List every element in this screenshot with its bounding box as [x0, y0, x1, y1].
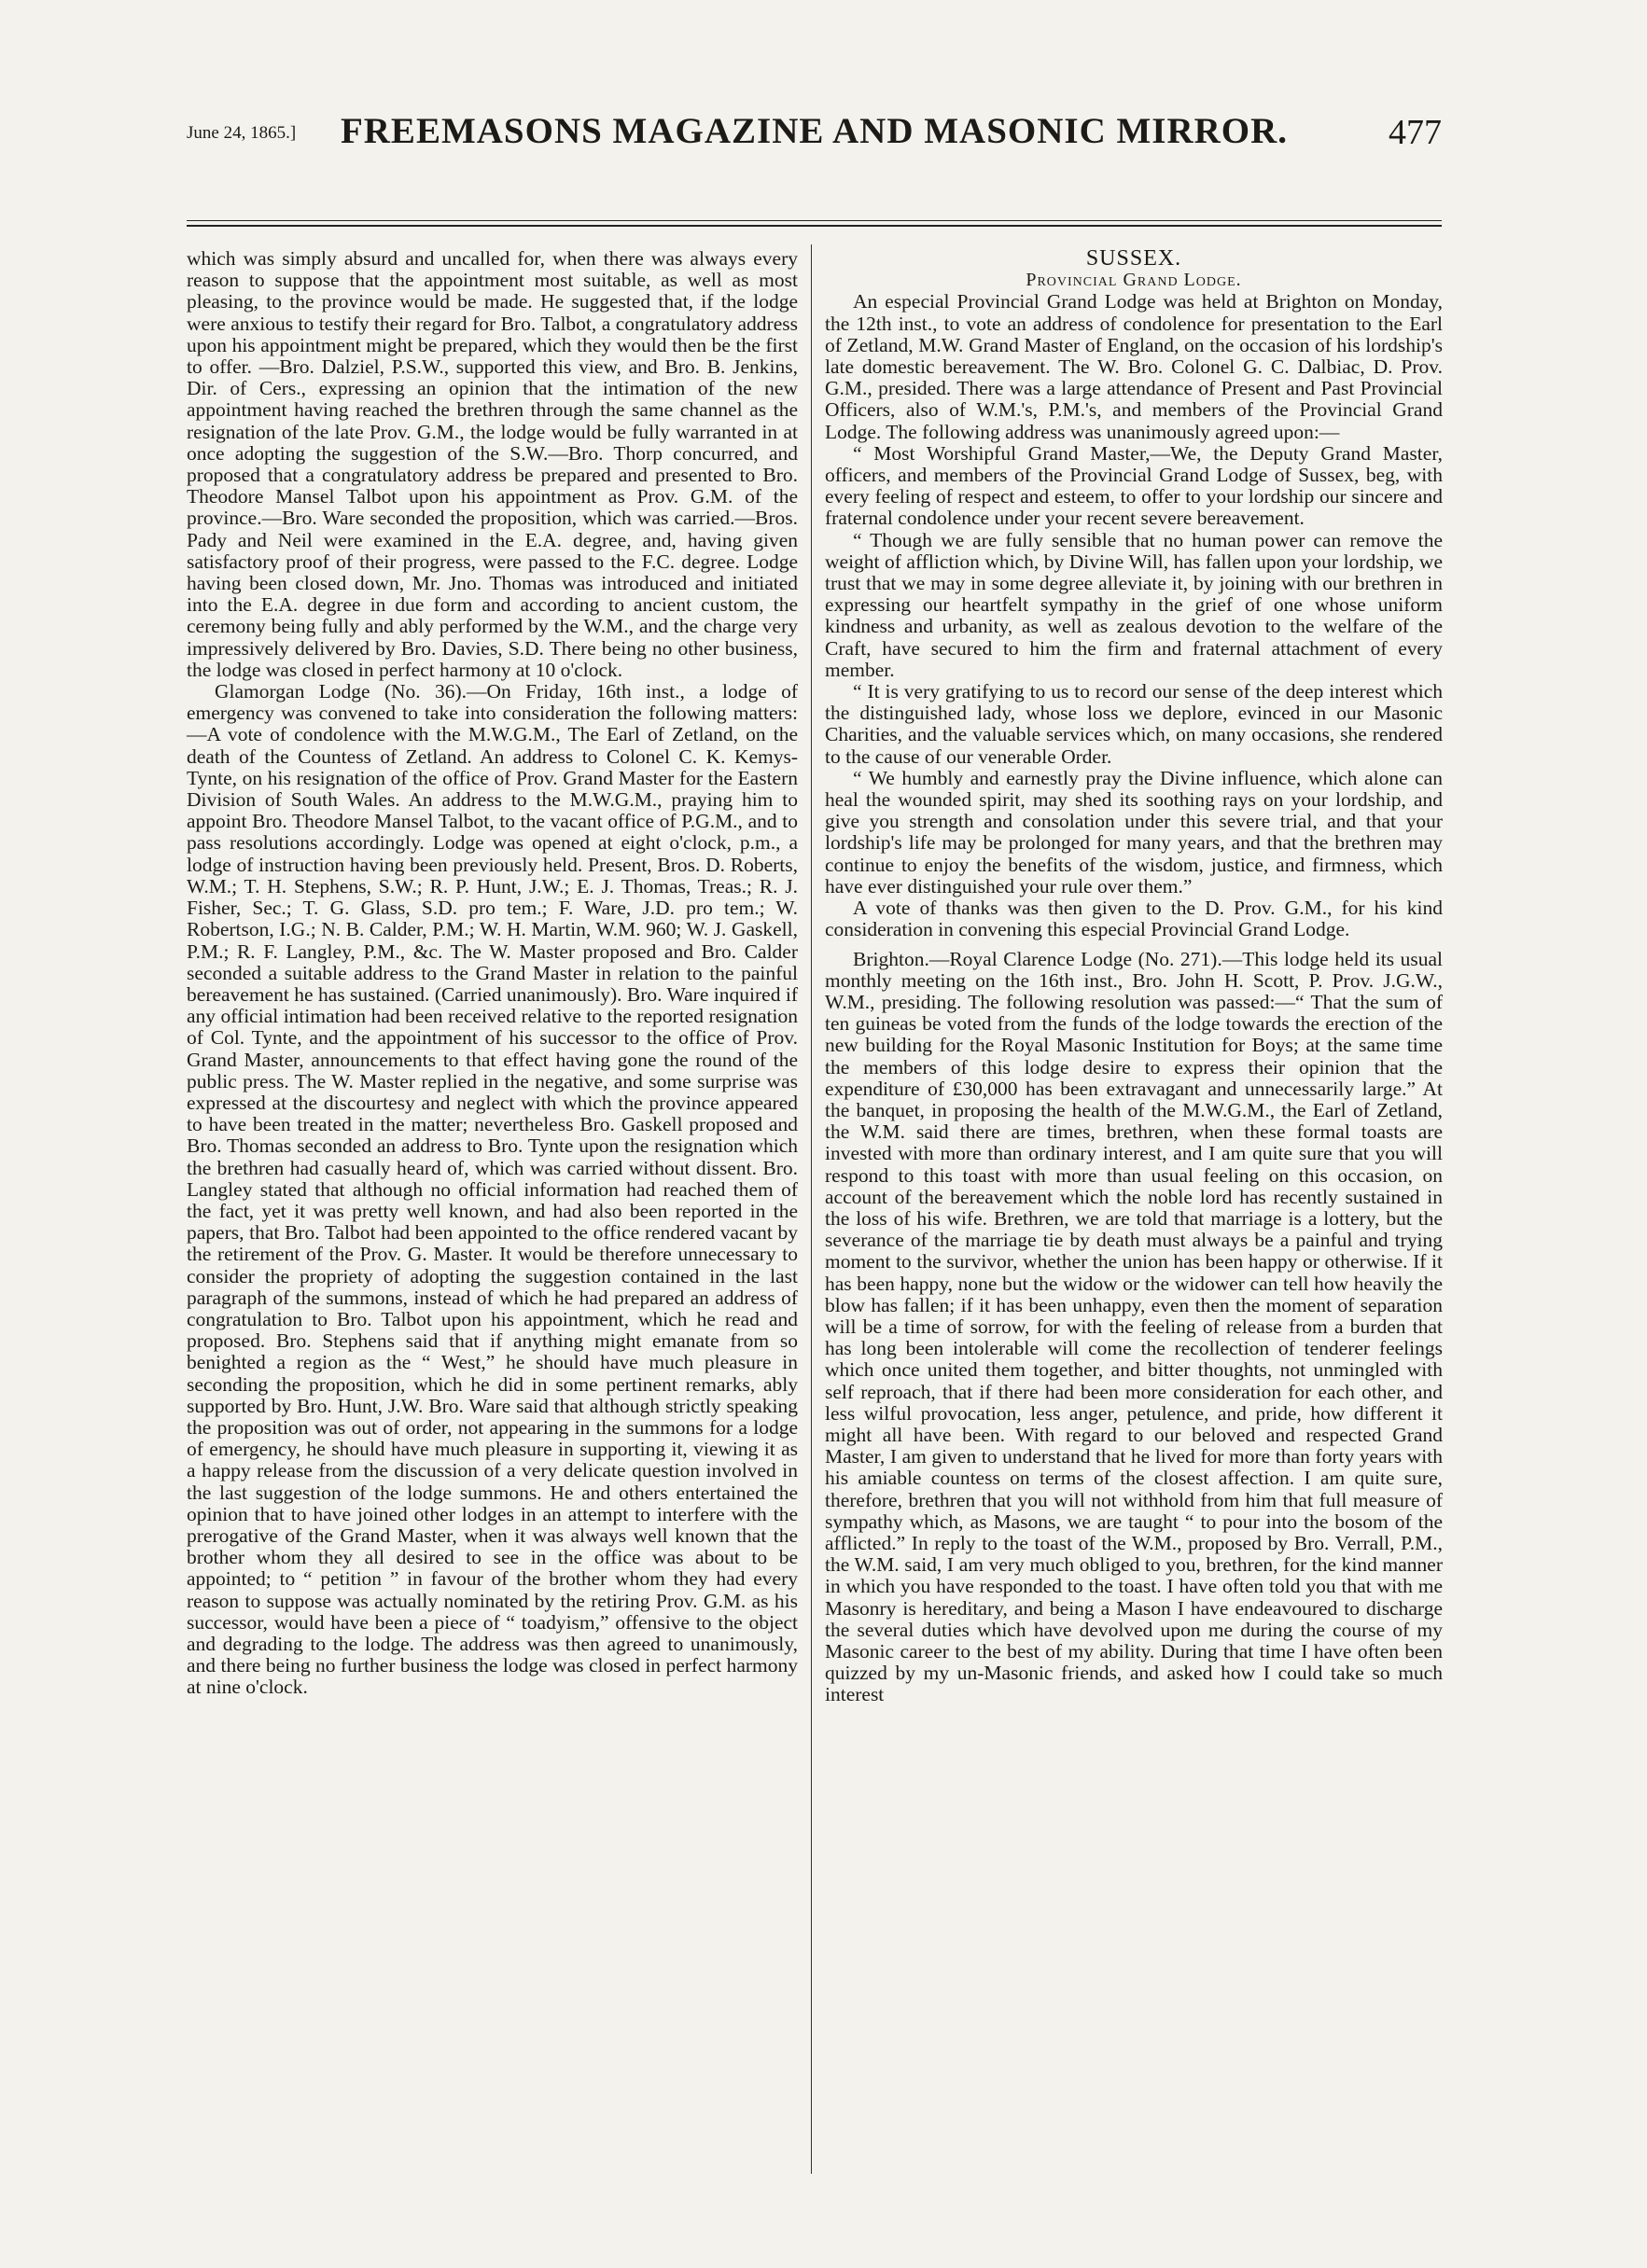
paragraph: “ We humbly and earnestly pray the Divine influence, which alone can heal the wounded spirit, may shed its soothing rays on your lordship, and give you strength and consolation under this severe trial, and that your lordship's life may be prolonged for many years, and that the brethren may continue to enjoy the benefits of the wisdom, justice, and firmness, which have ever distinguished your rule over them.” [825, 766, 1443, 897]
right-column [825, 248, 1443, 1706]
paragraph: A vote of thanks was then given to the D. Prov. G.M., for his kind consideration in convening this especial Provincial Grand Lodge. [825, 897, 1443, 941]
paragraph: “ Most Worshipful Grand Master,—We, the Deputy Grand Master, officers, and members of the Provincial Grand Lodge of Sussex, beg, with every feeling of respect and esteem, to offer to your lordship our sincere and fraternal condolence under your recent severe bereavement. [825, 441, 1443, 530]
paragraph: An especial Provincial Grand Lodge was held at Brighton on Monday, the 12th inst., to vote an address of condolence for presentation to the Earl of Zetland, M.W. Grand Master of England, on the occasion of his lordship's late domestic bereavement. The W. Bro. Colonel G. C. Dalbiac, D. Prov. G.M., presided. There was a large attendance of Present and Past Provincial Officers, also of W.M.'s, P.M.'s, and members of the Provincial Grand Lodge. The following address was unanimously agreed upon:— [825, 290, 1443, 443]
paragraph: “ It is very gratifying to us to record our sense of the deep interest which the distinguished lady, whose loss we deplore, evinced in our Masonic Charities, and the valuable services which, on many occasions, she rendered to the cause of our venerable Order. [825, 680, 1443, 768]
paragraph: Brighton.—Royal Clarence Lodge (No. 271).—This lodge held its usual monthly meeting on the 16th inst., Bro. John H. Scott, P. Prov. J.G.W., W.M., presiding. The following resolution was passed:—“ That the sum of ten guineas be voted from the funds of the lodge towards the erection of the new building for the Royal Masonic Institution for Boys; at the same time the members of this lodge desire to express their opinion that the expenditure of £30,000 has been extravagant and unnecessarily large.” At the banquet, in proposing the health of the M.W.G.M., the Earl of Zetland, the W.M. said there are times, brethren, when these formal toasts are invested with more than ordinary interest, and I am quite sure that you will respond to this toast with more than usual feeling on this occasion, on account of the bereavement which the noble lord has recently sustained in the loss of his wife. Brethren, we are told that marriage is a lottery, but the severance of the marriage tie by death must always be a painful and trying moment to the survivor, whether the union has been happy or otherwise. If it has been happy, none but the widow or the widower can tell how heavily the blow has fallen; if it has been unhappy, even then the moment of separation will be a time of sorrow, for with the feeling of release from a burden that has long been intolerable will come the recollection of tenderer feelings which once united them together, and bitter thoughts, not unmingled with self reproach, that if there had been more consideration for each other, and less wilful provocation, less anger, petulence, and pride, how different it might all have been. With regard to our beloved and respected Grand Master, I am given to understand that he lived for more than forty years with his amiable countess on terms of the closest affection. I am quite sure, therefore, brethren that you will not withhold from him that full measure of sympathy which, as Masons, we are taught “ to pour into the bosom of the afflicted.” In reply to the toast of the W.M., proposed by Bro. Verrall, P.M., the W.M. said, I am very much obliged to you, brethren, for the kind manner in which you have responded to the toast. I have often told you that with me Masonry is hereditary, and being a Mason I have endeavoured to discharge the several duties which have devolved upon me during the course of my Masonic career to the best of my ability. During that time I have often been quizzed by my un-Masonic friends, and asked how I could take so much interest [825, 947, 1443, 1706]
section-title: SUSSEX. [1085, 246, 1182, 271]
page-header [187, 106, 1442, 162]
issue-date: June 24, 1865.] [187, 123, 297, 143]
column-divider [811, 244, 812, 2174]
header-rule-top [187, 220, 1442, 221]
page-number: 477 [1389, 113, 1442, 152]
left-column [187, 248, 798, 1699]
masthead-title: FREEMASONS MAGAZINE AND MASONIC MIRROR. [340, 111, 1289, 151]
paragraph: which was simply absurd and uncalled for, when there was always every reason to suppose that the appointment most suitable, as well as most pleasing, to the province would be made. He suggested that, if the lodge were anxious to testify their regard for Bro. Talbot, a congratulatory address upon his appointment might be prepared, which they would then be the first to offer. —Bro. Dalziel, P.S.W., supported this view, and Bro. B. Jenkins, Dir. of Cers., expressing an opinion that the intimation of the new appointment having reached the brethren through the same channel as the resignation of the late Prov. G.M., the lodge would be fully warranted in at once adopting the suggestion of the S.W.—Bro. Thorp concurred, and proposed that a congratulatory address be prepared and presented to Bro. Theodore Mansel Talbot upon his appointment as Prov. G.M. of the province.—Bro. Ware seconded the proposition, which was carried.—Bros. Pady and Neil were examined in the E.A. degree, and, having given satisfactory proof of their progress, were passed to the F.C. degree. Lodge having been closed down, Mr. Jno. Thomas was introduced and initiated into the E.A. degree in due form and according to ancient custom, the ceremony being fully and ably performed by the W.M., and the charge very impressively delivered by Bro. Davies, S.D. There being no other business, the lodge was closed in perfect harmony at 10 o'clock. [187, 247, 798, 681]
paragraph: “ Though we are fully sensible that no human power can remove the weight of affliction which, by Divine Will, has fallen upon your lordship, we trust that we may in some degree alleviate it, by joining with our brethren in expressing our heartfelt sympathy in the grief of one whose uniform kindness and urbanity, as well as zealous devotion to the welfare of the Craft, have secured to him the firm and fraternal attachment of every member. [825, 528, 1443, 681]
section-subtitle: Provincial Grand Lodge. [1026, 270, 1242, 291]
paragraph: Glamorgan Lodge (No. 36).—On Friday, 16th inst., a lodge of emergency was convened to take into consideration the following matters:—A vote of condolence with the M.W.G.M., The Earl of Zetland, on the death of the Countess of Zetland. An address to Colonel C. K. Kemys-Tynte, on his resignation of the office of Prov. Grand Master for the Eastern Division of South Wales. An address to the M.W.G.M., praying him to appoint Bro. Theodore Mansel Talbot, to the vacant office of P.G.M., and to pass resolutions accordingly. Lodge was opened at eight o'clock, p.m., a lodge of instruction having been previously held. Present, Bros. D. Roberts, W.M.; T. H. Stephens, S.W.; R. P. Hunt, J.W.; E. J. Thomas, Treas.; R. J. Fisher, Sec.; T. G. Glass, S.D. pro tem.; F. Ware, J.D. pro tem.; W. Robertson, I.G.; N. B. Calder, P.M.; W. H. Martin, W.M. 960; W. J. Gaskell, P.M.; R. F. Langley, P.M., &c. The W. Master proposed and Bro. Calder seconded a suitable address to the Grand Master in relation to the painful bereavement he has sustained. (Carried unanimously). Bro. Ware inquired if any official intimation had been received relative to the reported resignation of Col. Tynte, and the appointment of his successor to the office of Prov. Grand Master, announcements to that effect having gone the round of the public press. The W. Master replied in the negative, and some surprise was expressed at the discourtesy and neglect with which the province appeared to have been treated in the matter; nevertheless Bro. Gaskell proposed and Bro. Thomas seconded an address to Bro. Tynte upon the resignation which the brethren had casually heard of, which was carried without dissent. Bro. Langley stated that although no official information had reached them of the fact, yet it was pretty well known, and had also been reported in the papers, that Bro. Talbot had been appointed to the office rendered vacant by the retirement of the Prov. G. Master. It would be therefore unnecessary to consider the propriety of adopting the suggestion contained in the last paragraph of the summons, instead of which he had prepared an address of congratulation to Bro. Talbot upon his appointment, which he read and proposed. Bro. Stephens said that if anything might emanate from so benighted a region as the “ West,” he should have much pleasure in seconding the proposition, which he did in some pertinent remarks, ably supported by Bro. Hunt, J.W. Bro. Ware said that although strictly speaking the proposition was out of order, not appearing in the summons for a lodge of emergency, he should have much pleasure in supporting it, viewing it as a happy release from the discussion of a very delicate question involved in the last suggestion of the lodge summons. He and others entertained the opinion that to have joined other lodges in an attempt to interfere with the prerogative of the Grand Master, when it was always well known that the brother whom they all desired to see in the office was about to be appointed; to “ petition ” in favour of the brother whom they had every reason to suppose was actually nominated by the retiring Prov. G.M. as his successor, would have been a piece of “ toadyism,” offensive to the object and degrading to the lodge. The address was then agreed to unanimously, and there being no further business the lodge was closed in perfect harmony at nine o'clock. [187, 680, 798, 1699]
header-rule-bottom [187, 225, 1442, 227]
